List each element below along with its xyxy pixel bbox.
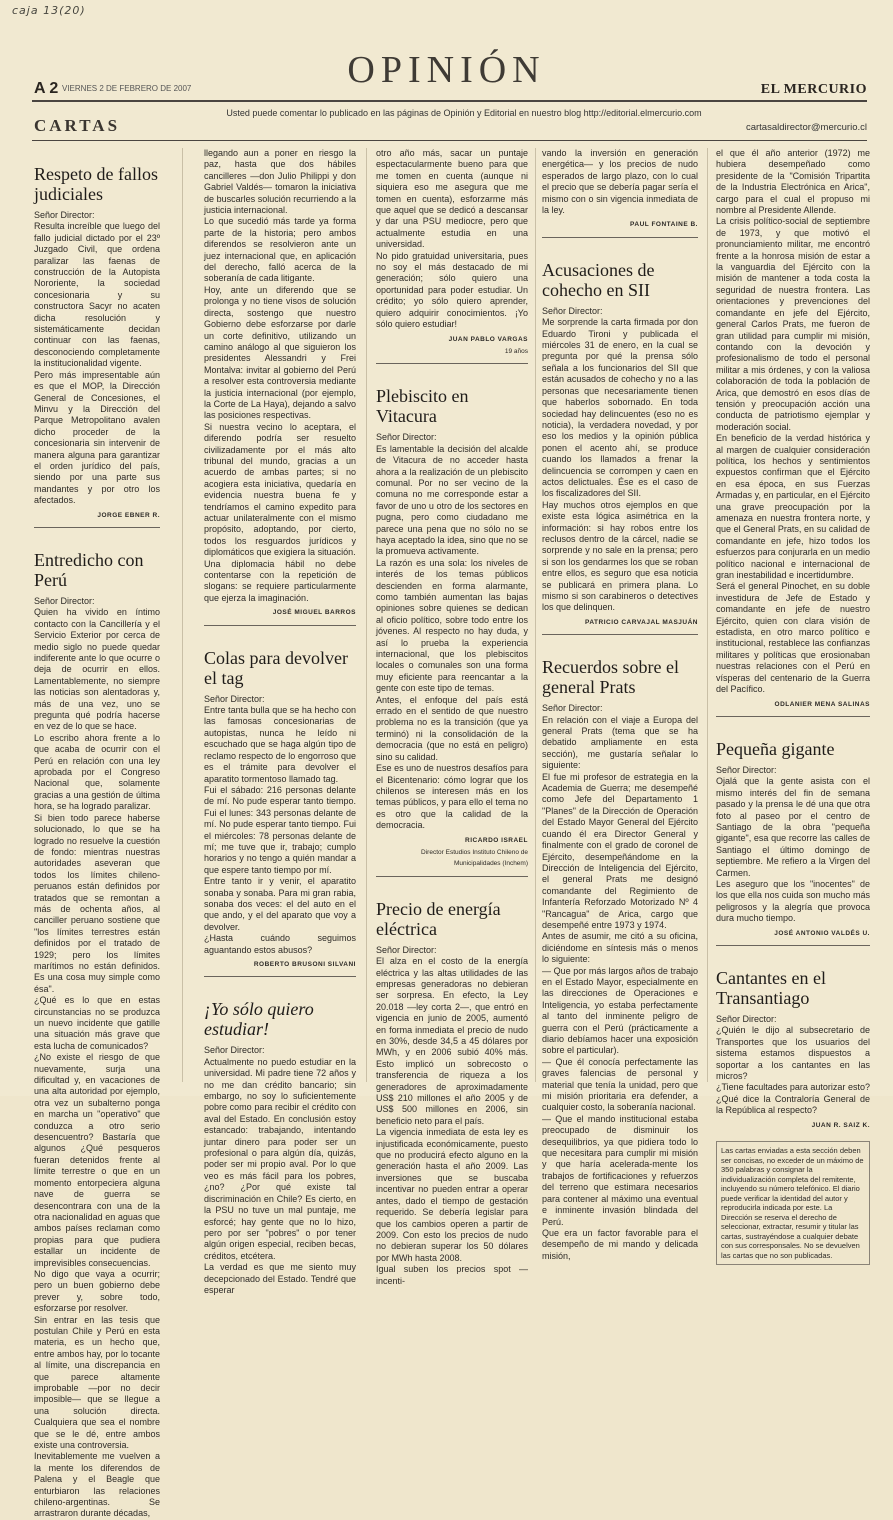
- letter-separator: [376, 363, 528, 364]
- letter-title: Plebiscito en Vitacura: [376, 386, 469, 427]
- letter-paragraph: Que era un factor favorable para el desempeño de mi mando y delicada misión,: [542, 1227, 698, 1261]
- letter-separator: [204, 976, 356, 977]
- letter-paragraph: — Que el mando institucional estaba preocupado de disminuir los desequilibrios, ya que pidiera todo lo que necesitara para cumplir mi misión y que haría acelerada-mente los trabajos de fortificaciones y refuerzos del terreno que estimara necesarios para contener al máximo una eventual e inminente invasión blindada del Perú.: [542, 1113, 698, 1227]
- letter-paragraph: Si bien todo parece haberse solucionado, lo que se ha logrado no resuelve la cuestión de fondo: mientras nuestras autoridades aseveran que todos los límites chileno-peruanos están definidos por tratados que se remontan a más de ochenta años, al canciller peruano sostiene que "los límites terrestres están definidos por el tratado de 1929; pero los límites marítimos no están definidos. Es una cosa muy simple como ésa".: [34, 812, 160, 994]
- letter-paragraph: El alza en el costo de la energía eléctrica y las altas utilidades de las empresas generadoras no debieran ser sorpresa. En efecto, la Ley 20.018 —ley corta 2—, que entró en vigencia en junio de 2005, aumentó en forma inmediata el precio de nudo en 30%, desde 34,5 a 45 dólares por MWh, y en 2006 subió 40% más. Esto implicó un sobrecosto o transferencia de riqueza a los generadores de aproximadamente US$ 210 millones el año 2005 y de US$ 500 millones en 2006, sin beneficio neto para el país.: [376, 956, 528, 1126]
- letter-greeting: Señor Director:: [204, 1045, 265, 1056]
- letter-paragraph: Antes, el enfoque del país está errado en el sentido de que nuestro problema no es la transición (que ya terminó) ni la consolidación de la democracia (que no está en peligro) sino su calidad.: [376, 694, 528, 762]
- letter-paragraph: Igual suben los precios spot —incenti-: [376, 1264, 528, 1286]
- letter-paragraph: ¿Tiene facultades para autorizar esto? ¿Qué dice la Contraloría General de la República al respecto?: [716, 1082, 870, 1116]
- letter-paragraph: otro año más, sacar un puntaje espectacularmente bueno para que me tomen en cuenta (aunque ni siquiera eso me asegura que me tomen en cuenta), esforzarme más que aquel que se dedicó a descansar y dar una PSU mediocre, pero que actualmente estudia en una universidad.: [376, 148, 528, 250]
- letter-signature: JOSÉ ANTONIO VALDÉS U.: [774, 929, 870, 937]
- letter-title: Colas para devolver el tag: [204, 647, 348, 688]
- letter-title: Entredicho con Perú: [34, 549, 144, 590]
- letter-title: Acusaciones de cohecho en SII: [542, 259, 655, 300]
- letter-greeting: Señor Director:: [34, 210, 95, 220]
- letter-greeting: Señor Director:: [376, 432, 437, 443]
- column-divider: [707, 148, 708, 1082]
- letter-paragraph: Hoy, ante un diferendo que se prolonga y no tiene visos de solución directa, sostengo que nuestro Gobierno debe esforzarse por darle un corte definitivo, utilizando un camino análogo al que siguieron los presidentes Alessandri y Frei Montalva: invitar al gobierno del Perú a resolver esta controversia mediante la justicia internacional (por ejemplo, la Corte de La Haya), dejando a salvo las posiciones respectivas.: [204, 284, 356, 421]
- page-number: A 2: [34, 80, 59, 97]
- letter-paragraph: No digo que vaya a ocurrir; pero un buen gobierno debe prever y, sobre todo, esforzarse por resolver.: [34, 1268, 160, 1314]
- section-title: OPINIÓN: [347, 49, 546, 91]
- letter-paragraph: Será el general Pinochet, en su doble investidura de Jefe de Estado y comandante en jefe de nuestro Ejército, quien con clara visión de estadista, en otro marco político e institucional, restablece las confianzas militares y políticas que erosionaban nuestras relaciones con el Perú en vísperas del centenario de la Guerra del Pacífico.: [716, 581, 870, 695]
- letter-title: Precio de energía eléctrica: [376, 898, 501, 939]
- section-label: CARTAS: [34, 116, 121, 135]
- letter-signature: JUAN R. SAIZ K.: [811, 1121, 870, 1129]
- column-1: [34, 148, 160, 1519]
- letter-signature: JORGE EBNER R.: [97, 511, 160, 519]
- column-2: [204, 148, 356, 1295]
- subheader-rule: [32, 140, 867, 141]
- letter-paragraph: Ojalá que la gente asista con el mismo interés del fin de semana pasado y la prensa le dé una que otra foto al paseo por el centro de Santiago de la obra "pequeña gigante", esa que recorre las calles de Santiago el último domingo de septiembre. Me refiero a la Virgen del Carmen.: [716, 776, 870, 878]
- letter-separator: [716, 945, 870, 946]
- letter-paragraph: — Que él conocía perfectamente las graves falencias de personal y material que tenía la unidad, pero que mi misión prioritaria era defender, a cualquier costo, la soberanía nacional.: [542, 1056, 698, 1113]
- letter-signature: JUAN PABLO VARGAS: [448, 335, 528, 343]
- letter-greeting: Señor Director:: [542, 305, 603, 316]
- letter-paragraph: Hay muchos otros ejemplos en que existe esta lógica asimétrica en la información: si hay robos entre los reclusos dentro de la cárcel, nadie se sorprende y no sale en la prensa; pero si son los gendarmes los que se roban entre ellos, es seguro que esa noticia se publicará en primera plana. Lo mismo si son carabineros o detectives los que delinquen.: [542, 499, 698, 613]
- letter-paragraph: Inevitablemente me vuelven a la mente los diferendos de Palena y el Beagle que enturbiaron las relaciones chileno-argentinas. Se arrastraron durante décadas,: [34, 1451, 160, 1519]
- newspaper-brand: EL MERCURIO: [760, 82, 867, 97]
- letter-signature: PATRICIO CARVAJAL MASJUÁN: [584, 618, 698, 626]
- letter-paragraph: Actualmente no puedo estudiar en la universidad. Mi padre tiene 72 años y no me dan crédito bancario; sin embargo, no soy lo suficientemente pobre como para recibir el crédito con aval del Estado. En conclusión estoy estancado: trabajando, intentando juntar dinero para poder ser un profesional o para algún día, quizás, poder ser mi propio aval. Por lo que veo es más fácil para los pobres, ¿no? ¿Por qué existe tal discriminación en Chile? Es cierto, en la PSU no tuve un mal puntaje, me esforcé; hay gente que no lo hizo, pero por ser "pobres" o por tener algún origen especial, reciben becas, créditos, etcétera.: [204, 1056, 356, 1261]
- letter-title: ¡Yo sólo quiero estudiar!: [204, 999, 314, 1040]
- letter-paragraph: Me sorprende la carta firmada por don Eduardo Tironi y publicada el miércoles 31 de enero, en la cual se pregunta por qué la prensa sólo señala a los funcionarios del SII que están acusados de cohecho y no a las personas que necesariamente tienen que haberlos sobornado. En toda sociedad hay delincuentes (eso no es noticia), la verdadera novedad, y por eso los medios y la opinión pública ponen el acento ahí, se produce cuando los llamados a frenar la delincuencia se corrompen y caen en actos delictuales. Ése es el caso de los fiscalizadores del SII.: [542, 317, 698, 499]
- letter-title: Cantantes en el Transantiago: [716, 968, 826, 1008]
- letter-paragraph: Lo que sucedió más tarde ya forma parte de la historia; pero ambos diferendos se resolvieron ante un juez internacional que, en aplicación del derecho, falló acerca de la soberanía de cada litigante.: [204, 216, 356, 284]
- letter-paragraph: — Que por más largos años de trabajo en el Estado Mayor, especialmente en las direcciones de Operaciones e Inteligencia, yo estaba perfectamente al tanto del inminente peligro de guerra con el Perú (prácticamente a diario debíamos hacer una exposición sobre el particular).: [542, 965, 698, 1056]
- letter-signature: ROBERTO BRUSONI SILVANI: [253, 961, 356, 968]
- letter-paragraph: vando la inversión en generación energética— y los precios de nudo esperados de largo plazo, con lo cual el precio que se debería pagar sería el mismo con o sin vigencia inmediata de la ley.: [542, 148, 698, 216]
- header-rule: [32, 100, 867, 102]
- letter-greeting: Señor Director:: [204, 693, 265, 704]
- letter-signature: PAUL FONTAINE B.: [630, 221, 698, 229]
- letter-separator: [34, 527, 160, 528]
- letter-paragraph: La razón es una sola: los niveles de interés de los temas públicos descienden en forma alarmante, como también aumentan las bajas opiniones sobre quienes se dedican al oficio político, sobre todo entre los jóvenes. Al respecto no hay duda, y así lo prueba la experiencia internacional, que los plebiscitos locales o comunales son una forma muy eficiente para reencantar a la gente con este tipo de temas.: [376, 557, 528, 694]
- letter-paragraph: ¿Qué es lo que en estas circunstancias no se produzca un nuevo incidente que gatille una situación más grave que esta lucha de comunicados?: [34, 995, 160, 1051]
- letter-title: Respeto de fallos judiciales: [34, 164, 158, 204]
- letter-paragraph: Entre tanta bulla que se ha hecho con las famosas concesionarias de autopistas, nunca he leído ni escuchado que se haga algún tipo de reclamo respecto de lo engorroso que es el trámite para devolver el aparatito tormentoso llamado tag.: [204, 705, 356, 784]
- contact-email: cartasaldirector@mercurio.cl: [745, 122, 867, 133]
- letter-greeting: Señor Director:: [34, 595, 95, 606]
- letter-paragraph: En relación con el viaje a Europa del general Prats (tema que se ha debatido ampliamente en esta sección), me gustaría señalar lo siguiente:: [542, 714, 698, 771]
- letter-separator: [716, 716, 870, 717]
- letter-paragraph: Si nuestra vecino lo aceptara, el diferendo podría ser resuelto civilizadamente por el más alto tribunal del mundo, gracias a un acuerdo de ambas partes; si no acogiera esta iniciativa, quedaría en evidencia nuestra buena fe y tendríamos el camino expedito para actuar unilateralmente con el mismo propósito, adoptando, por cierto, todos los resguardos jurídicos y diplomáticos que exigiera la situación.: [204, 421, 356, 558]
- letter-paragraph: el que él año anterior (1972) me hubiera desempeñado como presidente de la "Comisión Tripartita de la Industria Electrónica en Arica", cargo para el cual el propuso mi nombre al Presidente Allende.: [716, 148, 870, 216]
- letter-separator: [376, 876, 528, 877]
- column-3: [376, 148, 528, 1286]
- letter-paragraph: Pero más impresentable aún es que el MOP, la Dirección General de Concesiones, el Minvu y la Dirección del Parque Metropolitano avalen dicho proceder de la concesionaria sin intervenir de manera alguna para garantizar el orden jurídico del país, siendo por una parte sus mandantes y por otro los afectados.: [34, 369, 160, 506]
- letter-paragraph: Antes de asumir, me citó a su oficina, diciéndome en síntesis más o menos lo siguiente:: [542, 931, 698, 965]
- letter-signature-detail: Director Estudios Instituto Chileno de Municipalidades (Inchem): [421, 848, 528, 868]
- column-4: [542, 148, 698, 1261]
- letter-paragraph: Les aseguro que los "inocentes" de los que ella nos cuida son mucho más peligrosos y la alegría que provoca dura mucho tiempo.: [716, 878, 870, 924]
- letter-paragraph: ¿No existe el riesgo de que nuevamente, surja una dificultad y, en vacaciones de una alta autoridad por ejemplo, otra vez un subalterno ponga en marcha un "operativo" que conduzca a otro serio desencuentro? Bastaría que algunos ¿Qué pesqueros fueran detenidos frente al límite terrestre o que en un momento entorpeciera alguna nave de guerra se desencontrara con una de la otra nacionalidad en aguas que ambos países reclaman como propias para que pudiera estallar un incidente de imprevisibles consecuencias.: [34, 1052, 160, 1268]
- letter-signature: JOSÉ MIGUEL BARROS: [272, 609, 356, 617]
- letter-paragraph: ¿Quién le dijo al subsecretario de Transportes que los usuarios del sistema estamos dispuestos a soportar a los cantantes en las micros?: [716, 1025, 870, 1082]
- letter-title: Recuerdos sobre el general Prats: [542, 657, 679, 698]
- letter-paragraph: Fui el sábado: 216 personas delante de mí. No pude esperar tanto tiempo. Fui el lunes: 343 personas delante de mí. No pude esperar tanto tiempo. Fui el miércoles: 78 personas delante de mí; me tuve que ir, trabajo; cumplo horarios y no tengo a quién mandar a que espere tanto tiempo por mí.: [204, 784, 356, 875]
- letter-paragraph: Es lamentable la decisión del alcalde de Vitacura de no acceder hasta ahora a la realización de un plebiscito comunal. Por no ser vecino de la comuna no me corresponde estar a favor de uno u otro de los sectores en pugna, pero como ciudadano me parece una pena que no sólo no se haya aceptado la idea, sino que no se la promueva activamente.: [376, 443, 528, 557]
- column-divider: [366, 148, 367, 1082]
- letter-signature-detail: 19 años: [504, 347, 528, 355]
- letter-paragraph: La vigencia inmediata de esta ley es injustificada económicamente, puesto que no producirá efecto alguno en la generación hasta el año 2009. Las inversiones que se buscaba incentivar no pueden entrar a operar antes, dado el tiempo de gestación requerido. Se debería legislar para que los cambios operen a partir de 2009. Con esto los precios de nudo no debieran superar los 50 dólares por MWh hasta 2008.: [376, 1127, 528, 1263]
- letter-paragraph: En beneficio de la verdad histórica y al margen de cualquier consideración política, los hechos y sentimientos expuestos confirman que el Ejército en esa época, en sus Fuerzas Armadas y, en particular, en el Ejército una grave preocupación por la amenaza en nuestra frontera norte, y que el General Prats, en su calidad de comandante en jefe, hizo todos los esfuerzos para conjurarla en un medio político nacional e internacional de gran inestabilidad e incertidumbre.: [716, 433, 870, 581]
- letter-paragraph: Resulta increíble que luego del fallo judicial dictado por el 23º Juzgado Civil, que ordena paralizar las faenas de construcción de la Autopista Nororiente, la sociedad concesionaria y su constructora Sacyr no acaten dicha resolución y sistemáticamente decidan continuar con las faenas, desconociendo completamente la institucionalidad vigente.: [34, 221, 160, 369]
- column-divider: [535, 148, 536, 1082]
- letter-paragraph: Ese es uno de nuestros desafíos para el Bicentenario: cómo lograr que los chilenos se interesen más en los temas públicos, y para ello el tema no es otro que la calidad de la democracia.: [376, 763, 528, 831]
- letter-paragraph: Una diplomacia hábil no debe contentarse con la repetición de slogans: se requiere particularmente que ejerza la imaginación.: [204, 558, 356, 603]
- handwritten-annotation: caja 13(20): [12, 4, 86, 17]
- letter-signature: ODLANIER MENA SALINAS: [774, 700, 870, 708]
- letter-paragraph: Sin entrar en las tesis que postulan Chile y Perú en esta materia, es un hecho que, entre ambos hay, por lo tocante al límite, una discrepancia en que parece altamente improbable —por no decir imposible— que se llegue a una solución directa. Cualquiera que sea el nombre que se le dé, entre ambos existe una controversia.: [34, 1314, 160, 1451]
- column-divider: [182, 148, 183, 1082]
- blog-note: Usted puede comentar lo publicado en las páginas de Opinión y Editorial en nuestro blog http://editorial.elmercurio.com: [226, 108, 702, 118]
- letter-paragraph: El fue mi profesor de estrategia en la Academia de Guerra; me desempeñé como Jefe del Departamento 1 "Planes" de la Dirección de Operación del Estado Mayor General del Ejército cuando él era Director General y finalmente con el grado de coronel de Ejército, desempeñándome en la Dirección de Inteligencia del Ejército, el general Prats me designó comandante del Regimiento de Infantería Reforzado Motorizado Nº 4 "Rancagua" de Arica, cargo que desempeñé entre 1973 y 1974.: [542, 771, 698, 930]
- letter-greeting: Señor Director:: [542, 703, 603, 714]
- letter-title: Pequeña gigante: [716, 738, 835, 759]
- letter-separator: [204, 625, 356, 626]
- letter-paragraph: Entre tanto ir y venir, el aparatito sonaba y sonaba. Para mi gran rabia, sonaba dos veces: el del auto en el que ando, y el del aparato que voy a devolver.: [204, 876, 356, 932]
- letter-paragraph: La crisis político-social de septiembre de 1973, y que motivó el pronunciamiento militar, me encontró frente a la honrosa misión de estar a la vanguardia del Ejército con la misión de mantener a toda costa la seguridad de nuestra frontera. Las orientaciones y prevenciones del comandante en jefe del Ejército, general Carlos Prats, me fueron de gran utilidad para cumplir mi misión, contando con la devoción y profesionalismo de todo el personal militar a mis órdenes, y con la valiosa colaboración de toda la población de Arica, que demostró en esos días de tensión y preocupación acción una conducta de patriotismo ejemplar y moderación social.: [716, 216, 870, 432]
- letter-greeting: Señor Director:: [716, 1014, 777, 1024]
- letter-greeting: Señor Director:: [716, 764, 777, 775]
- letter-paragraph: llegando aun a poner en riesgo la paz, hasta que dos hábiles cancilleres —don Julio Philippi y don Gabriel Valdés— tomaron la iniciativa de buscarles solución recurriendo a la justicia internacional.: [204, 148, 356, 216]
- letter-signature: RICARDO ISRAEL: [465, 836, 528, 844]
- letter-paragraph: Lo escribo ahora frente a lo que acaba de ocurrir con el Perú en relación con una ley aprobada por el Congreso Nacional que, solamente gracias a una gestión de última hora, se ha logrado paralizar.: [34, 732, 160, 812]
- letter-paragraph: Quien ha vivido en íntimo contacto con la Cancillería y el Servicio Exterior por cerca de medio siglo no puede quedar indiferente ante lo que ocurre o deja de ocurrir en ellos. Lamentablemente, no siempre las noticias son alentadoras y, más de una vez, uno se pregunta qué podría hacerse en vez de lo que se hace.: [34, 607, 160, 732]
- letter-paragraph: La verdad es que me siento muy decepcionado del Estado. Tendré que esperar: [204, 1262, 356, 1295]
- letter-greeting: Señor Director:: [376, 944, 437, 955]
- letter-separator: [542, 634, 698, 635]
- issue-date: VIERNES 2 DE FEBRERO DE 2007: [62, 84, 192, 93]
- column-5: [716, 148, 870, 1260]
- letter-paragraph: ¿Hasta cuándo seguimos aguantando estos abusos?: [204, 933, 356, 955]
- letter-separator: [542, 237, 698, 238]
- letter-paragraph: No pido gratuidad universitaria, pues no soy el más destacado de mi generación; sólo quiero una oportunidad para poder estudiar. Un crédito; yo sólo quiero aprender, quiero adquirir conocimientos. ¡Yo sólo quiero estudiar!: [376, 250, 528, 330]
- editorial-policy-note: Las cartas enviadas a esta sección deben ser concisas, no exceder de un máximo de 350 palabras y consignar la individualización completa del remitente, incluyendo su número telefónico. El diario puede verificar la identidad del autor y reproducirla indicada por este. La Dirección se reserva el derecho de seleccionar, extractar, resumir y titular las cartas, sustrayéndose a cualquier debate con sus corresponsales. No se devuelven las cartas que no son publicadas.: [716, 1141, 870, 1265]
